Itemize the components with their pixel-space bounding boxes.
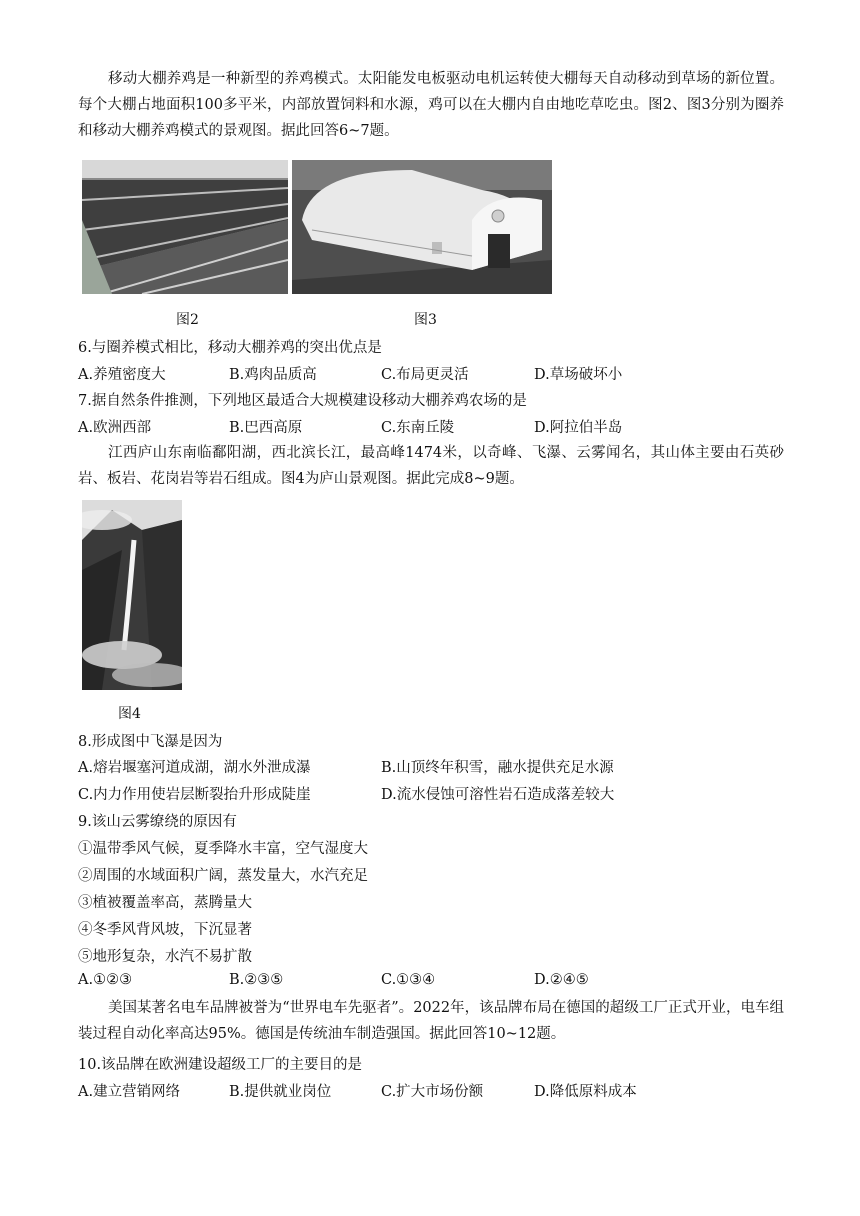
question-10-option-b: B.提供就业岗位 bbox=[229, 1084, 332, 1100]
question-6-option-d: D.草场破坏小 bbox=[534, 367, 623, 383]
question-9-item-2: ②周围的水域面积广阔，蒸发量大，水汽充足 bbox=[78, 868, 368, 884]
figure-3-mobile-greenhouse-photo bbox=[292, 160, 552, 294]
question-7-option-b: B.巴西高原 bbox=[229, 420, 303, 436]
question-9-option-d: D.②④⑤ bbox=[534, 972, 589, 988]
question-10-option-d: D.降低原料成本 bbox=[534, 1084, 637, 1100]
figure-4-caption: 图4 bbox=[118, 706, 141, 722]
passage-electric-car: 美国某著名电车品牌被誉为“世界电车先驱者”。2022年，该品牌布局在德国的超级工厂正式开业，电车组装过程自动化率高达95%。德国是传统油车制造强国。据此回答10~12题。 bbox=[78, 1000, 784, 1042]
question-9-option-c: C.①③④ bbox=[381, 972, 436, 988]
passage-lushan: 江西庐山东南临鄱阳湖，西北滨长江，最高峰1474米，以奇峰、飞瀑、云雾闻名，其山体主要由石英砂岩、板岩、花岗岩等岩石组成。图4为庐山景观图。据此完成8~9题。 bbox=[78, 445, 784, 487]
question-7-option-d: D.阿拉伯半岛 bbox=[534, 420, 623, 436]
question-6-stem: 6.与圈养模式相比，移动大棚养鸡的突出优点是 bbox=[78, 340, 382, 356]
question-8-stem: 8.形成图中飞瀑是因为 bbox=[78, 734, 223, 750]
question-9-stem: 9.该山云雾缭绕的原因有 bbox=[78, 814, 237, 830]
question-8-option-c: C.内力作用使岩层断裂抬升形成陡崖 bbox=[78, 787, 311, 803]
passage-chicken-farming: 移动大棚养鸡是一种新型的养鸡模式。太阳能发电板驱动电机运转使大棚每天自动移动到草场的新位置。每个大棚占地面积100多平米，内部放置饲料和水源，鸡可以在大棚内自由地吃草吃虫。图2、图3分别为圈养和移动大棚养鸡模式的景观图。据此回答6~7题。 bbox=[78, 71, 784, 139]
question-6-option-b: B.鸡肉品质高 bbox=[229, 367, 317, 383]
question-8-option-d: D.流水侵蚀可溶性岩石造成落差较大 bbox=[381, 787, 615, 803]
question-9-item-4: ④冬季风背风坡，下沉显著 bbox=[78, 922, 252, 938]
question-8-option-a: A.熔岩堰塞河道成湖，湖水外泄成瀑 bbox=[78, 760, 311, 776]
question-6-option-a: A.养殖密度大 bbox=[78, 367, 166, 383]
question-10-option-a: A.建立营销网络 bbox=[78, 1084, 181, 1100]
question-6-option-c: C.布局更灵活 bbox=[381, 367, 469, 383]
waterfall-illustration bbox=[82, 500, 182, 690]
question-10-stem: 10.该品牌在欧洲建设超级工厂的主要目的是 bbox=[78, 1057, 363, 1073]
question-7-option-a: A.欧洲西部 bbox=[78, 420, 152, 436]
mobile-greenhouse-illustration bbox=[292, 160, 552, 294]
figure-3-caption: 图3 bbox=[414, 312, 437, 328]
question-7-option-c: C.东南丘陵 bbox=[381, 420, 455, 436]
question-9-item-5: ⑤地形复杂，水汽不易扩散 bbox=[78, 949, 252, 965]
question-9-item-3: ③植被覆盖率高，蒸腾量大 bbox=[78, 895, 252, 911]
figure-4-lushan-waterfall-photo bbox=[82, 500, 182, 690]
question-9-option-a: A.①②③ bbox=[78, 972, 133, 988]
figure-2-caption: 图2 bbox=[176, 312, 199, 328]
question-9-item-1: ①温带季风气候，夏季降水丰富，空气湿度大 bbox=[78, 841, 368, 857]
question-7-stem: 7.据自然条件推测，下列地区最适合大规模建设移动大棚养鸡农场的是 bbox=[78, 393, 527, 409]
figure-2-caged-chickens-photo bbox=[82, 160, 288, 294]
question-9-option-b: B.②③⑤ bbox=[229, 972, 284, 988]
caged-chickens-illustration bbox=[82, 160, 288, 294]
question-8-option-b: B.山顶终年积雪，融水提供充足水源 bbox=[381, 760, 614, 776]
question-10-option-c: C.扩大市场份额 bbox=[381, 1084, 484, 1100]
